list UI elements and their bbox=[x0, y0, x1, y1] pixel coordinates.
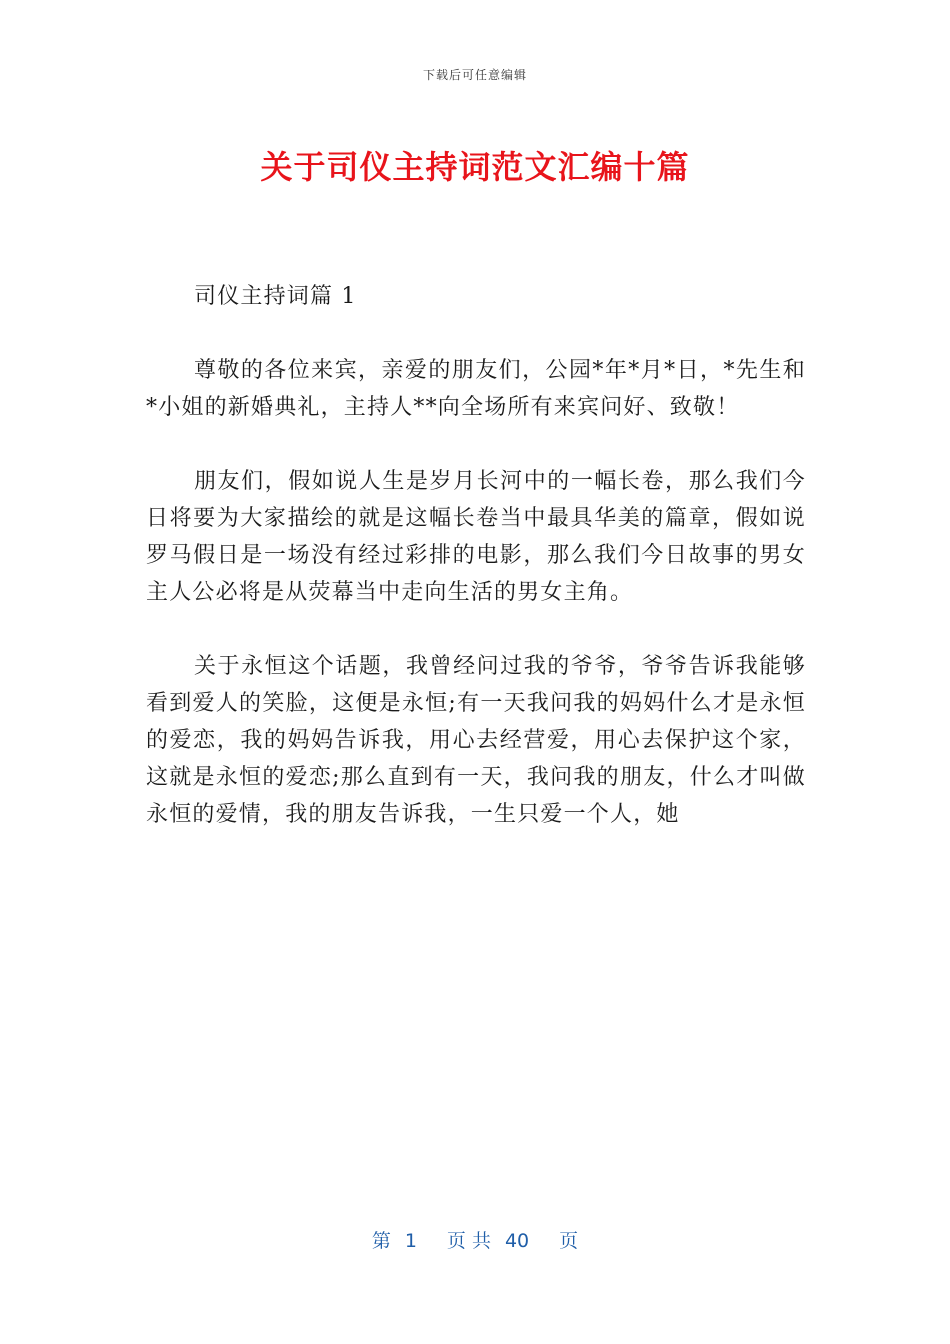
paragraph-1: 尊敬的各位来宾，亲爱的朋友们，公园*年*月*日，*先生和*小姐的新婚典礼，主持人**向全场所有来宾问好、致敬！ bbox=[146, 358, 806, 420]
footer-total-pages: 40 bbox=[504, 1230, 530, 1252]
section-heading: 司仪主持词篇 1 bbox=[194, 284, 357, 309]
document-title: 关于司仪主持词范文汇编十篇 bbox=[260, 148, 690, 186]
footer-suffix: 页 bbox=[559, 1230, 579, 1252]
footer-current-page: 1 bbox=[404, 1230, 417, 1252]
footer-middle: 页 共 bbox=[446, 1230, 491, 1252]
document-body bbox=[146, 278, 806, 870]
header-note: 下载后可任意编辑 bbox=[422, 68, 527, 82]
paragraph-3: 关于永恒这个话题，我曾经问过我的爷爷，爷爷告诉我能够看到爱人的笑脸，这便是永恒;有一天我问我的妈妈什么才是永恒的爱恋，我的妈妈告诉我，用心去经营爱，用心去保护这个家，这就是永恒的爱恋;那么直到有一天，我问我的朋友，什么才叫做永恒的爱情，我的朋友告诉我，一生只爱一个人，她 bbox=[146, 654, 806, 827]
page-footer bbox=[0, 1226, 950, 1253]
paragraph-2: 朋友们，假如说人生是岁月长河中的一幅长卷，那么我们今日将要为大家描绘的就是这幅长卷当中最具华美的篇章，假如说罗马假日是一场没有经过彩排的电影，那么我们今日故事的男女主人公必将是从荧幕当中走向生活的男女主角。 bbox=[146, 469, 806, 605]
footer-prefix: 第 bbox=[371, 1230, 391, 1252]
